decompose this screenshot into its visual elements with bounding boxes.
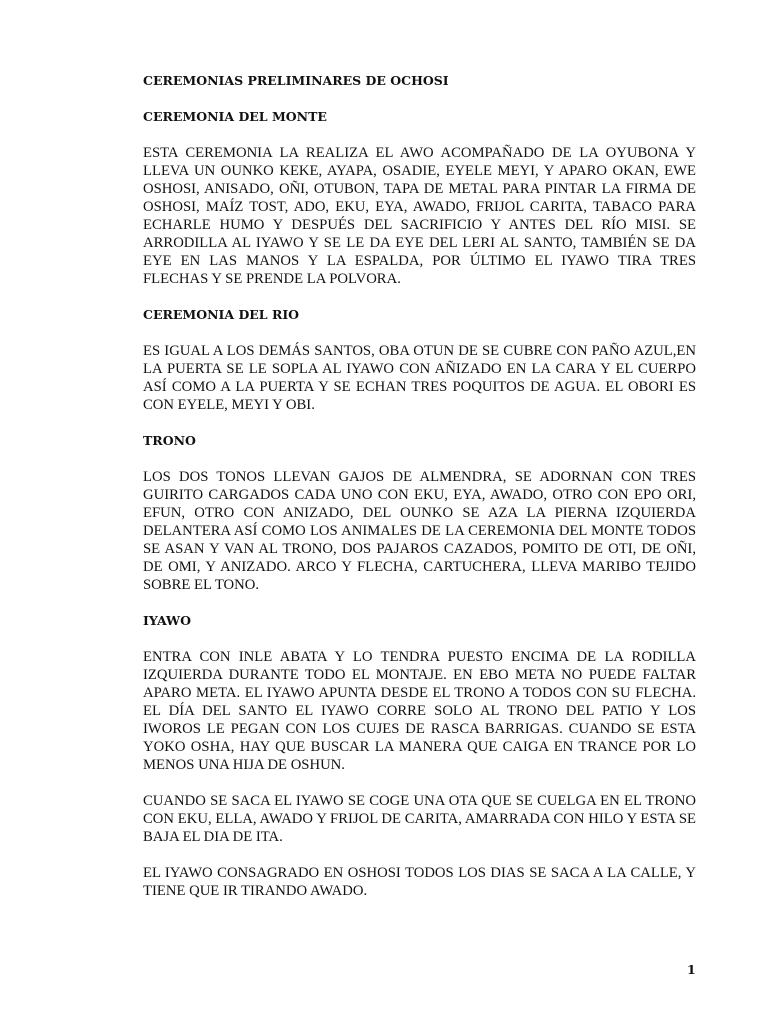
section-heading-monte: CEREMONIA DEL MONTE	[143, 109, 327, 124]
document-page	[143, 72, 696, 900]
paragraph-iyawo-3: EL IYAWO CONSAGRADO EN OSHOSI TODOS LOS DIAS SE SACA A LA CALLE, Y TIENE QUE IR TIRANDO AWADO.	[143, 865, 696, 899]
paragraph-iyawo-2: CUANDO SE SACA EL IYAWO SE COGE UNA OTA QUE SE CUELGA EN EL TRONO CON EKU, ELLA, AWADO Y FRIJOL DE CARITA, AMARRADA CON HILO Y ESTA SE BAJA EL DIA DE ITA.	[143, 793, 696, 845]
section-heading-rio: CEREMONIA DEL RIO	[143, 307, 300, 322]
paragraph-trono: LOS DOS TONOS LLEVAN GAJOS DE ALMENDRA, SE ADORNAN CON TRES GUIRITO CARGADOS CADA UNO CON EKU, EYA, AWADO, OTRO CON EPO ORI, EFUN, OTRO CON ANIZADO, DEL OUNKO SE AZA LA PIERNA IZQUIERDA DELANTERA ASÍ COMO LOS ANIMALES DE LA CEREMONIA DEL MONTE TODOS SE ASAN Y VAN AL TRONO, DOS PAJAROS CAZADOS, POMITO DE OTI, DE OÑI, DE OMI, Y ANIZADO. ARCO Y FLECHA, CARTUCHERA, LLEVA MARIBO TEJIDO SOBRE EL TONO.	[143, 469, 696, 593]
section-heading-trono: TRONO	[143, 433, 196, 448]
paragraph-monte: ESTA CEREMONIA LA REALIZA EL AWO ACOMPAÑADO DE LA OYUBONA Y LLEVA UN OUNKO KEKE, AYAPA, OSADIE, EYELE MEYI, Y APARO OKAN, EWE OSHOSI, ANISADO, OÑI, OTUBON, TAPA DE METAL PARA PINTAR LA FIRMA DE OSHOSI, MAÍZ TOST, ADO, EKU, EYA, AWADO, FRIJOL CARITA, TABACO PARA ECHARLE HUMO Y DESPUÉS DEL SACRIFICIO Y ANTES DEL RÍO MISI. SE ARRODILLA AL IYAWO Y SE LE DA EYE DEL LERI AL SANTO, TAMBIÉN SE DA EYE EN LAS MANOS Y LA ESPALDA, POR ÚLTIMO EL IYAWO TIRA TRES FLECHAS Y SE PRENDE LA POLVORA.	[143, 145, 696, 287]
paragraph-iyawo-1: ENTRA CON INLE ABATA Y LO TENDRA PUESTO ENCIMA DE LA RODILLA IZQUIERDA DURANTE TODO EL MONTAJE. EN EBO META NO PUEDE FALTAR APARO META. EL IYAWO APUNTA DESDE EL TRONO A TODOS CON SU FLECHA. EL DÍA DEL SANTO EL IYAWO CORRE SOLO AL TRONO DEL PATIO Y LOS IWOROS LE PEGAN CON LOS CUJES DE RASCA BARRIGAS. CUANDO SE ESTA YOKO OSHA, HAY QUE BUSCAR LA MANERA QUE CAIGA EN TRANCE POR LO MENOS UNA HIJA DE OSHUN.	[143, 649, 696, 773]
paragraph-rio: ES IGUAL A LOS DEMÁS SANTOS, OBA OTUN DE SE CUBRE CON PAÑO AZUL,EN LA PUERTA SE LE SOPLA AL IYAWO CON AÑIZADO EN LA CARA Y EL CUERPO ASÍ COMO A LA PUERTA Y SE ECHAN TRES POQUITOS DE AGUA. EL OBORI ES CON EYELE, MEYI Y OBI.	[143, 343, 696, 413]
page-number: 1	[687, 962, 696, 977]
section-heading-iyawo: IYAWO	[143, 613, 191, 628]
document-title: CEREMONIAS PRELIMINARES DE OCHOSI	[143, 73, 449, 88]
